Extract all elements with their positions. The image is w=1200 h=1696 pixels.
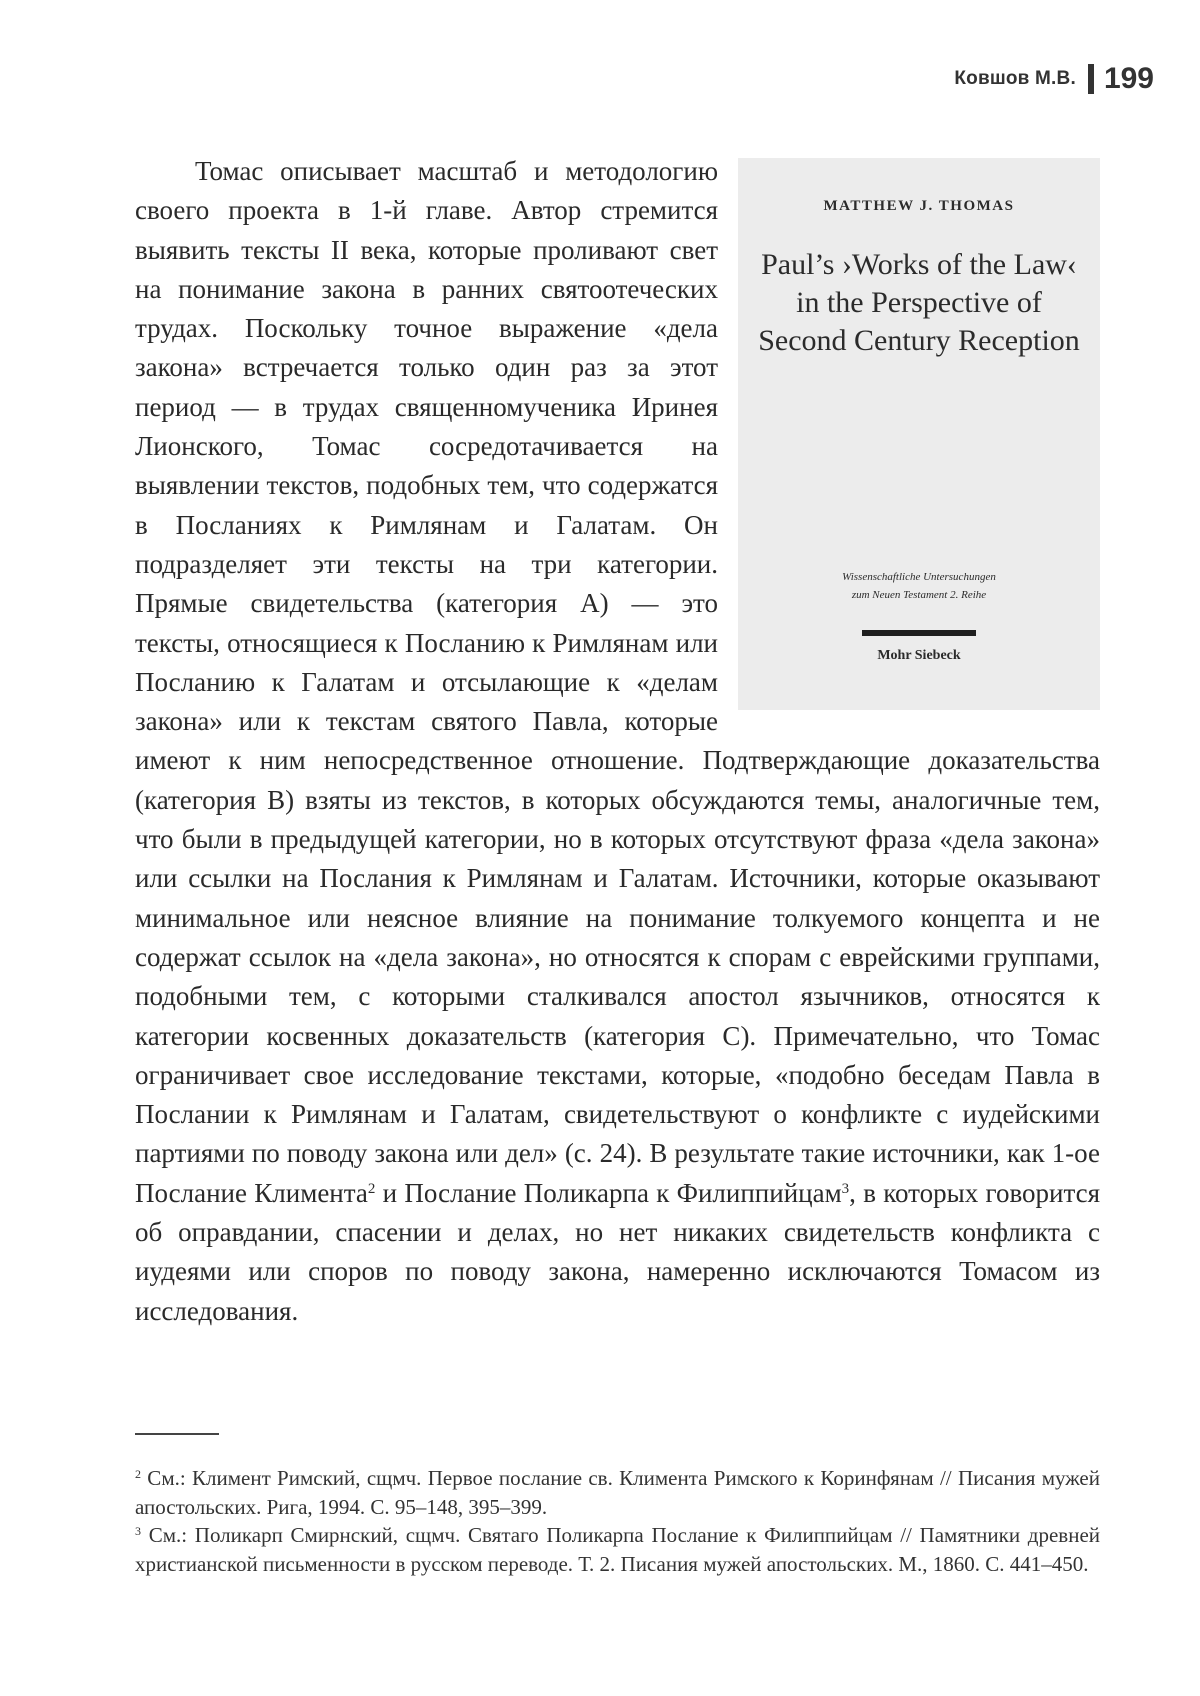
header-divider bbox=[1088, 64, 1094, 94]
footnote-text: См.: Поликарп Смирнский, сщмч. Святаго Поликарпа Послание к Филиппийцам // Памятники древней христианской письменности в русском переводе. Т. 2. Писания мужей апостольских. М., 1860. С. 441–450. bbox=[135, 1523, 1100, 1576]
cover-title-line: Paul’s ›Works of the Law‹ bbox=[761, 248, 1077, 281]
footnote-ref: 2 bbox=[367, 1180, 376, 1197]
body-text bbox=[135, 152, 1100, 1331]
footnote-mark: 3 bbox=[135, 1524, 141, 1538]
cover-series-line: Wissenschaftliche Untersuchungen bbox=[842, 571, 996, 583]
footnote-mark: 2 bbox=[135, 1467, 141, 1481]
cover-title-line: in the Perspective of bbox=[796, 286, 1042, 319]
footnote-separator bbox=[135, 1433, 219, 1435]
cover-author: MATTHEW J. THOMAS bbox=[823, 198, 1015, 214]
footnote bbox=[135, 1521, 1100, 1578]
cover-wrap-spacer bbox=[718, 152, 1100, 724]
running-header bbox=[954, 62, 1154, 96]
cover-title-line: Second Century Reception bbox=[758, 324, 1080, 357]
body-text-part: Томас описывает масштаб и методологию своего проекта в 1-й главе. Автор стремится выявить тексты II века, которые проливают свет на понимание закона в ранних святоотеческих трудах. Поскольку точное выражение «дела закона» встречается только один раз за этот период — в трудах священномученика Иринея Лионского, Томас сосредотачивается на выявлении текстов, подобных тем, что содержатся в Посланиях к Римлянам и Галатам. Он подразделяет эти тексты на три категории. Прямые свидетельства (категория А) — это тексты, относящиеся к Посланию к Римлянам или Посланию к Галатам и отсылающие к «делам закона» или к текстам святого Павла, которые имеют к ним непосредственное отношение. Подтверждающие доказательства (категория В) взяты из текстов, в которых обсуждаются темы, аналогичные тем, что были в предыдущей категории, но в которых отсутствуют фраза «дела закона» или ссылки на Послания к Римлянам и Галатам. Источники, которые оказывают минимальное или неясное влияние на понимание толкуемого концепта и не содержат ссылок на «дела закона», но относятся к спорам с еврейскими группами, подобными тем, с которыми сталкивался апостол язычников, относятся к категории косвенных доказательств (категория С). Примечательно, что Томас ограничивает свое исследование текстами, которые, «подобно беседам Павла в Послании к Римлянам и Галатам, свидетельствуют о конфликте с иудейскими партиями по поводу закона или дел» (с. 24). В результате такие источники, как 1-ое Послание Климента bbox=[135, 156, 1100, 1208]
body-text-part: и Послание Поликарпа к Филиппийцам bbox=[375, 1177, 842, 1208]
cover-publisher: Mohr Siebeck bbox=[877, 648, 961, 663]
body-text-part: , в которых говорится об оправдании, спасении и делах, но нет никаких свидетельств конфликта с иудеями или споров по поводу закона, намеренно исключаются Томасом из исследования. bbox=[135, 1177, 1101, 1326]
footnote bbox=[135, 1464, 1100, 1521]
cover-series-line: zum Neuen Testament 2. Reihe bbox=[851, 589, 987, 601]
footnotes bbox=[135, 1464, 1100, 1578]
footnote-ref: 3 bbox=[841, 1180, 850, 1197]
footnote-text: См.: Климент Римский, сщмч. Первое послание св. Климента Римского к Коринфянам // Писания мужей апостольских. Рига, 1994. С. 95–148, 395–399. bbox=[135, 1466, 1100, 1519]
header-author: Ковшов М.В. bbox=[954, 68, 1076, 89]
page-number: 199 bbox=[1103, 62, 1154, 95]
